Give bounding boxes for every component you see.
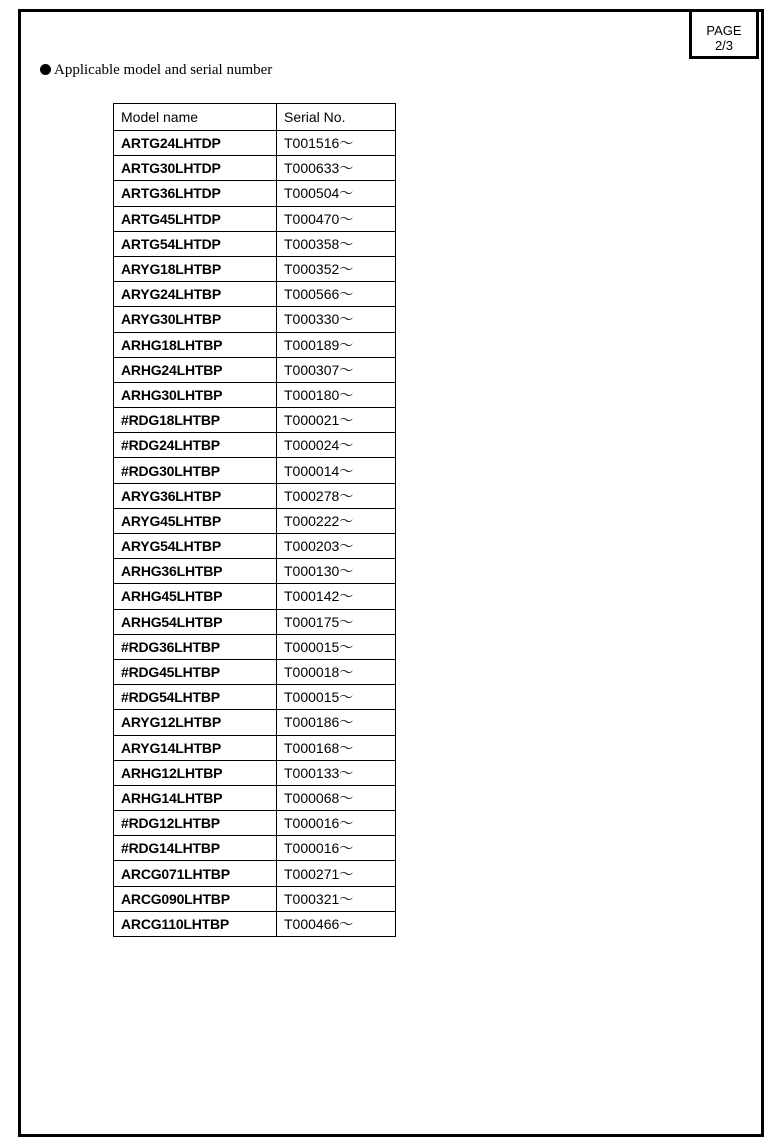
model-name-cell: ARYG24LHTBP	[114, 282, 277, 307]
serial-number-cell: T000016～	[277, 811, 396, 836]
model-name-cell: #RDG12LHTBP	[114, 811, 277, 836]
serial-number-cell: T000015～	[277, 685, 396, 710]
table-row	[114, 307, 396, 332]
model-name-cell: #RDG36LHTBP	[114, 634, 277, 659]
serial-number-cell: T000271～	[277, 861, 396, 886]
serial-number-cell: T000203～	[277, 534, 396, 559]
table-row	[114, 156, 396, 181]
model-name-cell: #RDG18LHTBP	[114, 408, 277, 433]
serial-number-cell: T000014～	[277, 458, 396, 483]
serial-number-cell: T000222～	[277, 508, 396, 533]
table-row	[114, 584, 396, 609]
serial-number-cell: T000021～	[277, 408, 396, 433]
section-heading-text: Applicable model and serial number	[54, 62, 273, 78]
model-name-cell: ARCG110LHTBP	[114, 911, 277, 936]
serial-number-cell: T000566～	[277, 282, 396, 307]
model-name-cell: ARHG45LHTBP	[114, 584, 277, 609]
model-name-cell: ARYG54LHTBP	[114, 534, 277, 559]
serial-number-cell: T000015～	[277, 634, 396, 659]
serial-number-cell: T001516～	[277, 131, 396, 156]
serial-number-cell: T000321～	[277, 886, 396, 911]
table-row	[114, 785, 396, 810]
model-name-cell: ARTG54LHTDP	[114, 231, 277, 256]
table-row	[114, 886, 396, 911]
model-name-cell: ARTG36LHTDP	[114, 181, 277, 206]
serial-number-cell: T000133～	[277, 760, 396, 785]
table-row	[114, 861, 396, 886]
table-row	[114, 433, 396, 458]
table-row	[114, 256, 396, 281]
table-row	[114, 131, 396, 156]
serial-number-cell: T000330～	[277, 307, 396, 332]
table-row	[114, 508, 396, 533]
page-number: 2/3	[714, 38, 734, 53]
table-row	[114, 685, 396, 710]
table-body	[114, 131, 396, 937]
table-row	[114, 282, 396, 307]
table-row	[114, 181, 396, 206]
model-name-cell: ARYG45LHTBP	[114, 508, 277, 533]
serial-number-cell: T000142～	[277, 584, 396, 609]
model-name-cell: #RDG14LHTBP	[114, 836, 277, 861]
serial-number-cell: T000358～	[277, 231, 396, 256]
model-name-cell: #RDG24LHTBP	[114, 433, 277, 458]
model-serial-table	[113, 103, 396, 937]
serial-number-cell: T000180～	[277, 382, 396, 407]
page-label: PAGE	[706, 23, 742, 38]
serial-number-cell: T000068～	[277, 785, 396, 810]
table-row	[114, 357, 396, 382]
model-name-cell: ARTG24LHTDP	[114, 131, 277, 156]
serial-number-cell: T000016～	[277, 836, 396, 861]
model-name-cell: ARHG12LHTBP	[114, 760, 277, 785]
table-row	[114, 408, 396, 433]
table-row	[114, 231, 396, 256]
table-row	[114, 458, 396, 483]
model-name-cell: ARCG071LHTBP	[114, 861, 277, 886]
model-name-cell: ARYG36LHTBP	[114, 483, 277, 508]
serial-number-cell: T000018～	[277, 659, 396, 684]
table-row	[114, 382, 396, 407]
serial-number-cell: T000168～	[277, 735, 396, 760]
model-name-cell: ARCG090LHTBP	[114, 886, 277, 911]
table-row	[114, 483, 396, 508]
serial-number-cell: T000352～	[277, 256, 396, 281]
table-row	[114, 760, 396, 785]
model-name-cell: ARTG45LHTDP	[114, 206, 277, 231]
column-header-serial: Serial No.	[277, 104, 396, 131]
model-name-cell: ARHG18LHTBP	[114, 332, 277, 357]
table-row	[114, 710, 396, 735]
serial-number-cell: T000278～	[277, 483, 396, 508]
serial-number-cell: T000186～	[277, 710, 396, 735]
column-header-model: Model name	[114, 104, 277, 131]
table-row	[114, 609, 396, 634]
model-name-cell: ARHG36LHTBP	[114, 559, 277, 584]
serial-number-cell: T000466～	[277, 911, 396, 936]
table-row	[114, 735, 396, 760]
table-row	[114, 534, 396, 559]
table-row	[114, 836, 396, 861]
serial-number-cell: T000189～	[277, 332, 396, 357]
model-name-cell: ARHG14LHTBP	[114, 785, 277, 810]
model-name-cell: #RDG45LHTBP	[114, 659, 277, 684]
model-name-cell: ARYG30LHTBP	[114, 307, 277, 332]
serial-number-cell: T000024～	[277, 433, 396, 458]
bullet-icon	[40, 64, 51, 75]
serial-number-cell: T000130～	[277, 559, 396, 584]
model-name-cell: ARHG30LHTBP	[114, 382, 277, 407]
table-header-row	[114, 104, 396, 131]
serial-number-cell: T000175～	[277, 609, 396, 634]
table-row	[114, 811, 396, 836]
model-name-cell: ARYG12LHTBP	[114, 710, 277, 735]
model-name-cell: ARHG24LHTBP	[114, 357, 277, 382]
table-row	[114, 559, 396, 584]
table-row	[114, 634, 396, 659]
section-heading	[40, 61, 272, 79]
model-name-cell: #RDG30LHTBP	[114, 458, 277, 483]
table-row	[114, 332, 396, 357]
serial-number-cell: T000470～	[277, 206, 396, 231]
model-name-cell: ARYG18LHTBP	[114, 256, 277, 281]
serial-number-cell: T000633～	[277, 156, 396, 181]
model-name-cell: #RDG54LHTBP	[114, 685, 277, 710]
table-row	[114, 911, 396, 936]
page-indicator	[689, 9, 759, 59]
serial-number-cell: T000504～	[277, 181, 396, 206]
table-row	[114, 206, 396, 231]
model-name-cell: ARTG30LHTDP	[114, 156, 277, 181]
model-name-cell: ARYG14LHTBP	[114, 735, 277, 760]
serial-number-cell: T000307～	[277, 357, 396, 382]
table-row	[114, 659, 396, 684]
model-name-cell: ARHG54LHTBP	[114, 609, 277, 634]
